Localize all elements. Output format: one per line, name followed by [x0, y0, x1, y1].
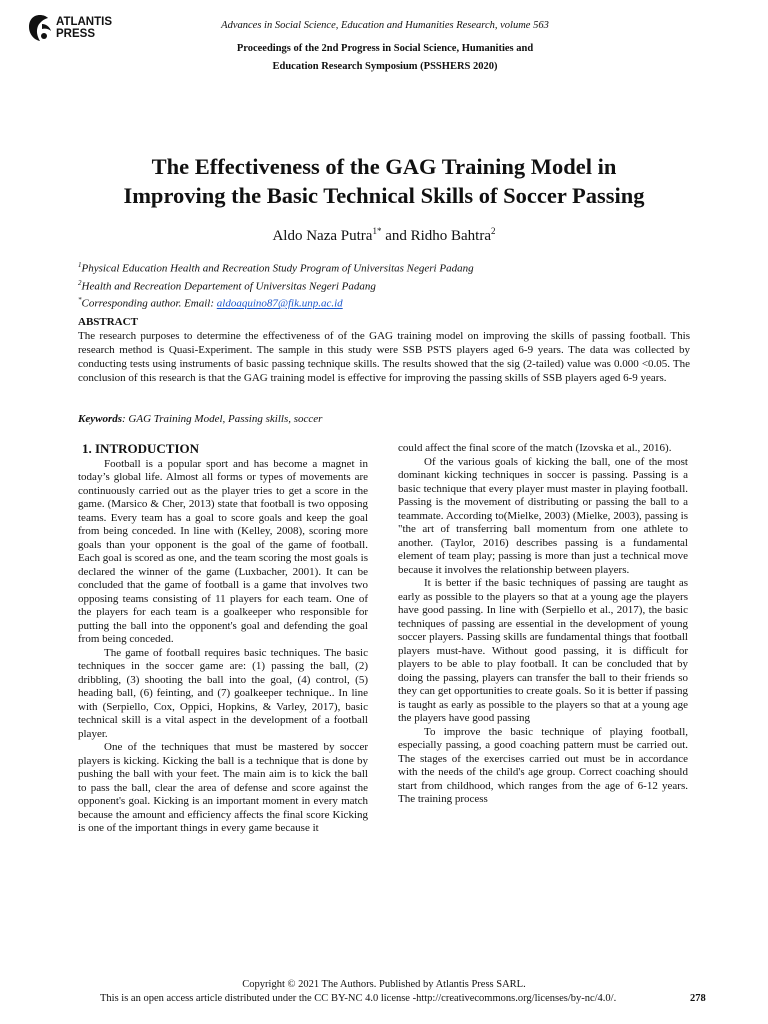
paper-title: [40, 152, 728, 210]
affiliation-1-text: Physical Education Health and Recreation Study Program of Universitas Negeri Padang: [81, 262, 474, 275]
abstract-heading: ABSTRACT: [78, 316, 138, 328]
keywords: [78, 413, 690, 425]
author-1-name: Aldo Naza Putra: [272, 228, 373, 244]
affiliation-1-marker: 1: [78, 261, 82, 269]
proceedings-line-2: Education Research Symposium (PSSHERS 2020): [272, 61, 498, 72]
logo-text-press: PRESS: [56, 28, 95, 40]
author-2-name: and Ridho Bahtra: [381, 228, 492, 244]
author-1-marker: 1*: [372, 226, 382, 236]
footer-license: This is an open access article distributed under the CC BY-NC 4.0 license -http://creativecommons.org/licenses/by-nc/4.0/.: [100, 993, 617, 1004]
abstract-text: The research purposes to determine the effectiveness of of the GAG training model on improving the skills of passing football. This research method is Quasi-Experiment. The sample in this study were SSB PSTS players aged 6-9 years. The data was collected by conducting tests using instruments of basic passing technique skills. The results showed that the sig (2-tailed) value was 0.000 <0.05. The conclusion of this research is that the GAG training model is effective for improving the passing skills of SSB players aged 6-9 years.: [78, 330, 690, 384]
paragraph: could affect the final score of the match (Izovska et al., 2016).: [398, 442, 672, 454]
page-number: 278: [690, 993, 706, 1004]
proceedings-title: [130, 40, 640, 76]
paragraph: Of the various goals of kicking the ball, one of the most dominant kicking techniques in soccer is passing. Passing is a basic technique that every player must master in playing football. Passing is the movement of distributing or passing the ball to a teammate. According to(Mielke, 2003) (Mielke, 2003), passing is "the art of transferring ball momentum from one athlete to another. (Taylor, 2016) describes passing is a fundamental element of team play; passing is more than just a technical move because it involves the relationship between players.: [398, 455, 688, 576]
journal-line: Advances in Social Science, Education and Humanities Research, volume 563: [221, 20, 549, 31]
corresponding-author: [78, 293, 698, 311]
publisher-logo: [28, 14, 128, 44]
footer-copyright: Copyright © 2021 The Authors. Published by Atlantis Press SARL.: [242, 979, 526, 990]
section-heading-introduction: 1. INTRODUCTION: [82, 441, 200, 456]
affiliation-2-text: Health and Recreation Departement of Universitas Negeri Padang: [81, 280, 376, 293]
paragraph: It is better if the basic techniques of passing are taught as early as possible to the players so that at a young age the players have good passing. In line with (Serpiello et al., 2017), the basic techniques of passing are essential in the development of young soccer players. Passing skills are fundamental things that football players must-have. Without good passing, it is difficult for players to be able to play football. It can be concluded that by doing the passing, players can transfer the ball to their friends so they can get opportunities to create goals. So it is better if passing is taught as early as possible to the players so that at a young age the players have good passing: [398, 577, 688, 724]
paper-title-line-2: Improving the Basic Technical Skills of Soccer Passing: [123, 183, 645, 208]
author-2-marker: 2: [491, 226, 496, 236]
paragraph: The game of football requires basic techniques. The basic techniques in the soccer game are: (1) passing the ball, (2) dribbling, (3) shooting the ball into the goal, (4) control, (5) heading ball, (6) feinting, and (7) goalkeeper technique.. In line with (Serpiello, Cox, Oppici, Hopkins, & Varley, 2017), basic technical skill is a vital aspect in the development of a football player.: [78, 646, 368, 740]
body-column-left: [78, 442, 368, 836]
corresponding-email-link[interactable]: aldoaquino87@fik.unp.ac.id: [216, 297, 343, 310]
affiliation-2: [78, 276, 698, 294]
atlantis-globe-icon: [28, 14, 52, 42]
corresponding-marker: *: [78, 296, 82, 305]
keywords-text: : GAG Training Model, Passing skills, soccer: [122, 413, 323, 425]
affiliation-1: [78, 258, 698, 276]
proceedings-line-1: Proceedings of the 2nd Progress in Social Science, Humanities and: [236, 43, 534, 54]
logo-text-atlantis: ATLANTIS: [56, 16, 113, 28]
affiliations: [78, 258, 698, 311]
author-list: [40, 226, 728, 245]
corresponding-label: Corresponding author. Email:: [81, 297, 217, 310]
body-column-right: [398, 442, 688, 807]
paragraph: To improve the basic technique of playing football, especially passing, a good coaching pattern must be carried out. The stages of the exercises carried out must be in accordance with the needs of the child's age group. Correct coaching should start from childhood, which ranges from the age of 6-12 years. The training process: [398, 725, 688, 805]
paper-title-line-1: The Effectiveness of the GAG Training Model in: [151, 154, 617, 179]
paragraph: Football is a popular sport and has become a magnet in today’s global life. Almost all forms or types of movements are continuously carried out as the player tries to get a score in the game. (Marsico & Cher, 2013) state that football is two opposing teams. Every team has a goal to score goals and keep the goal from being conceded. In line with (Kelley, 2008), scoring more goals than your opponent is the goal of the game of football. Each goal is scored as one, and the team scoring the most goals is declared the winner of the game (Luxbacher, 2001). It can be concluded that the game of football is a game that involves two opposing teams consisting of 11 players for each team. One of the players for each team is a goalkeeper who responsible for putting the ball into the opponent's goal and defending the goal from being conceded.: [78, 457, 368, 645]
paragraph: One of the techniques that must be mastered by soccer players is kicking. Kicking the ball is a technique that is done by pushing the ball with your feet. The main aim is to kick the ball to pass the ball, clear the area of defense and score against the opponent's goal. Kicking is an important moment in every match because the amount and efficiency affects the final score Kicking is one of the important things in every game because it: [78, 741, 368, 834]
affiliation-2-marker: 2: [78, 278, 82, 287]
keywords-label: Keywords: [78, 413, 122, 425]
